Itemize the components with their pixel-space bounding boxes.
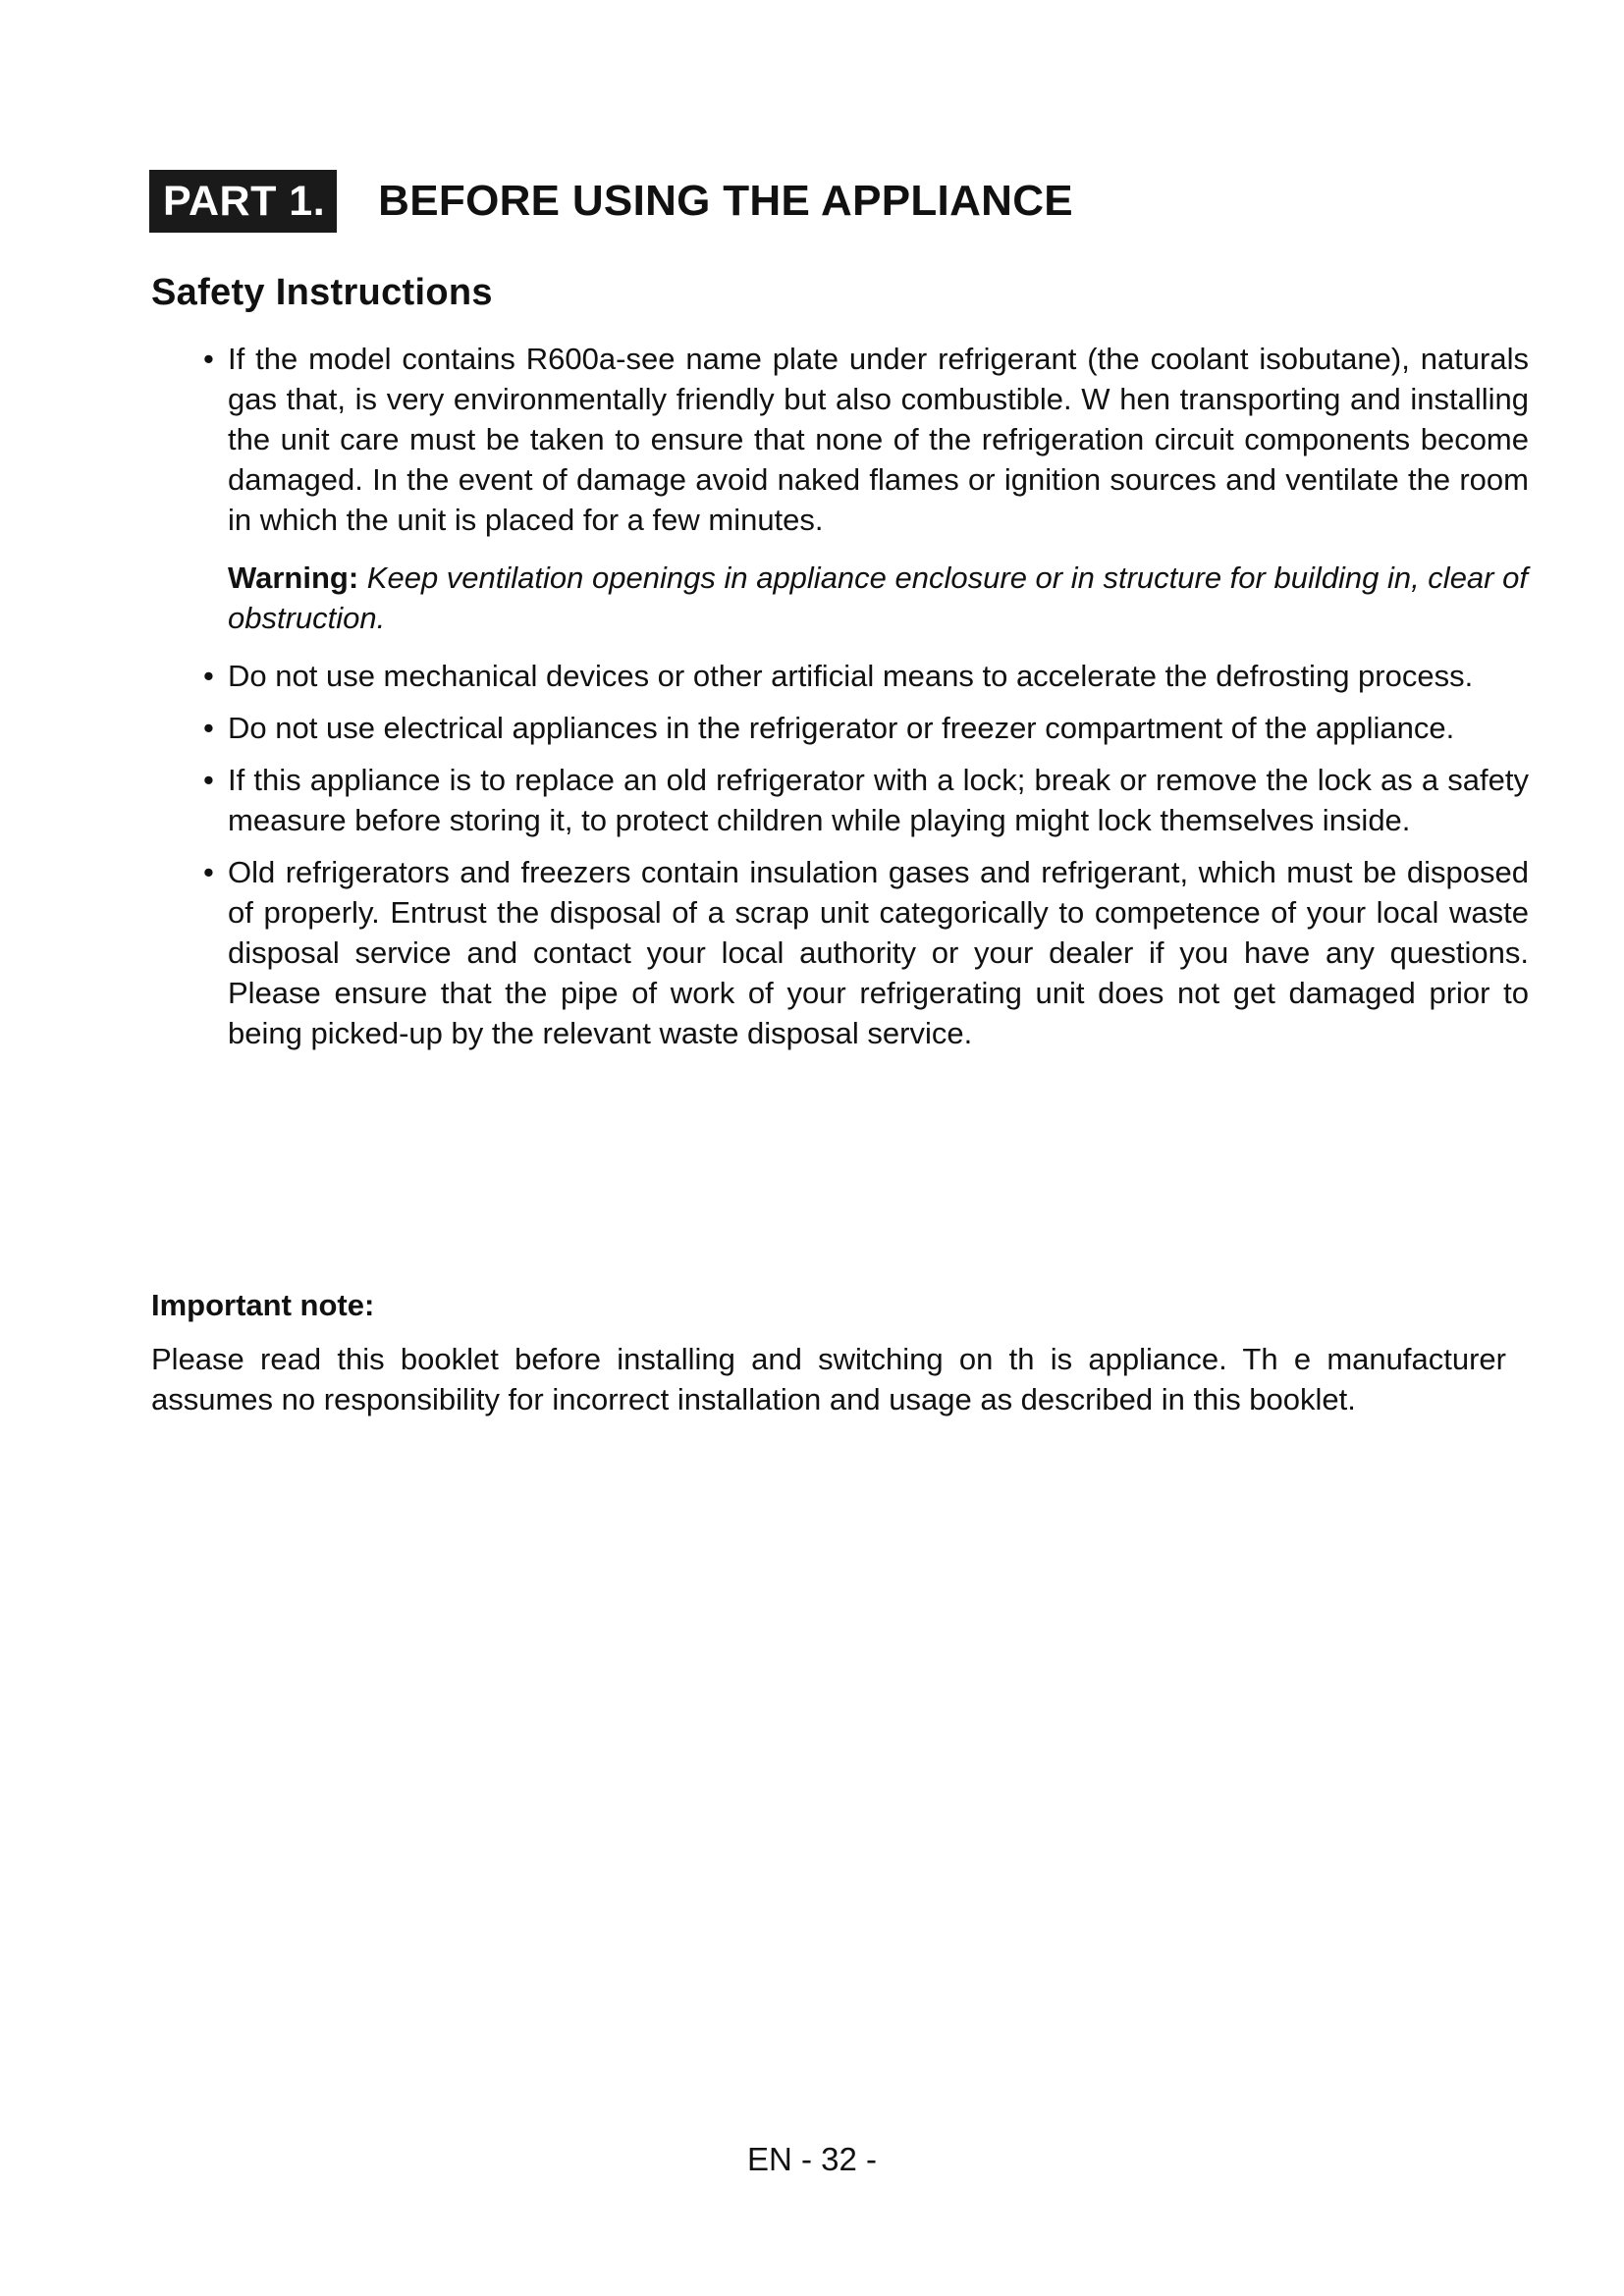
- list-item-text: Old refrigerators and freezers contain insulation gases and refrigerant, which must be disposed of properly. Entrust the disposal of a scrap unit categorically to competence of your local waste disposal service and contact your local authority or your dealer if you have any questions. Please ensure that the pipe of work of your refrigerating unit does not get damaged prior to being picked-up by the relevant waste disposal service.: [228, 855, 1529, 1050]
- list-item-text: If the model contains R600a-see name plate under refrigerant (the coolant isobutane), naturals gas that, is very environmentally friendly but also combustible. W hen transporting and installing the unit care must be taken to ensure that none of the refrigeration circuit components become damaged. In the event of damage avoid naked flames or ignition sources and ventilate the room in which the unit is placed for a few minutes.: [228, 342, 1529, 537]
- list-item-text: Do not use mechanical devices or other artificial means to accelerate the defrosting process.: [228, 659, 1474, 693]
- part-badge: PART 1.: [149, 170, 337, 233]
- bullet-icon: •: [203, 342, 214, 376]
- list-item: [203, 339, 1529, 540]
- list-item-text: Do not use electrical appliances in the refrigerator or freezer compartment of the appliance.: [228, 711, 1455, 745]
- list-item-text: If this appliance is to replace an old refrigerator with a lock; break or remove the lock as a safety measure before storing it, to protect children while playing might lock themselves inside.: [228, 763, 1529, 837]
- part-title: BEFORE USING THE APPLIANCE: [378, 177, 1073, 225]
- warning-text: Keep ventilation openings in appliance enclosure or in structure for building in, clear of obstruction.: [228, 561, 1528, 635]
- warning-label: Warning:: [228, 561, 359, 595]
- warning-note: [203, 558, 1529, 638]
- bullet-icon: •: [203, 763, 214, 797]
- list-item: [203, 656, 1529, 696]
- page-number: EN - 32 -: [746, 2141, 878, 2177]
- list-item: [203, 852, 1529, 1053]
- safety-instructions-list: [203, 339, 1529, 1053]
- part-header: [149, 170, 1073, 233]
- section-heading-safety: Safety Instructions: [151, 272, 493, 313]
- list-item: [203, 708, 1529, 748]
- important-note-block: [151, 1286, 1506, 1419]
- bullet-icon: •: [203, 855, 214, 889]
- bullet-icon: •: [203, 659, 214, 693]
- list-item: [203, 760, 1529, 840]
- bullet-icon: •: [203, 711, 214, 745]
- important-note-text: Please read this booklet before installing and switching on th is appliance. Th e manufacturer assumes no responsibility for incorrect installation and usage as described in this booklet.: [151, 1342, 1506, 1416]
- important-note-heading: Important note:: [151, 1288, 375, 1322]
